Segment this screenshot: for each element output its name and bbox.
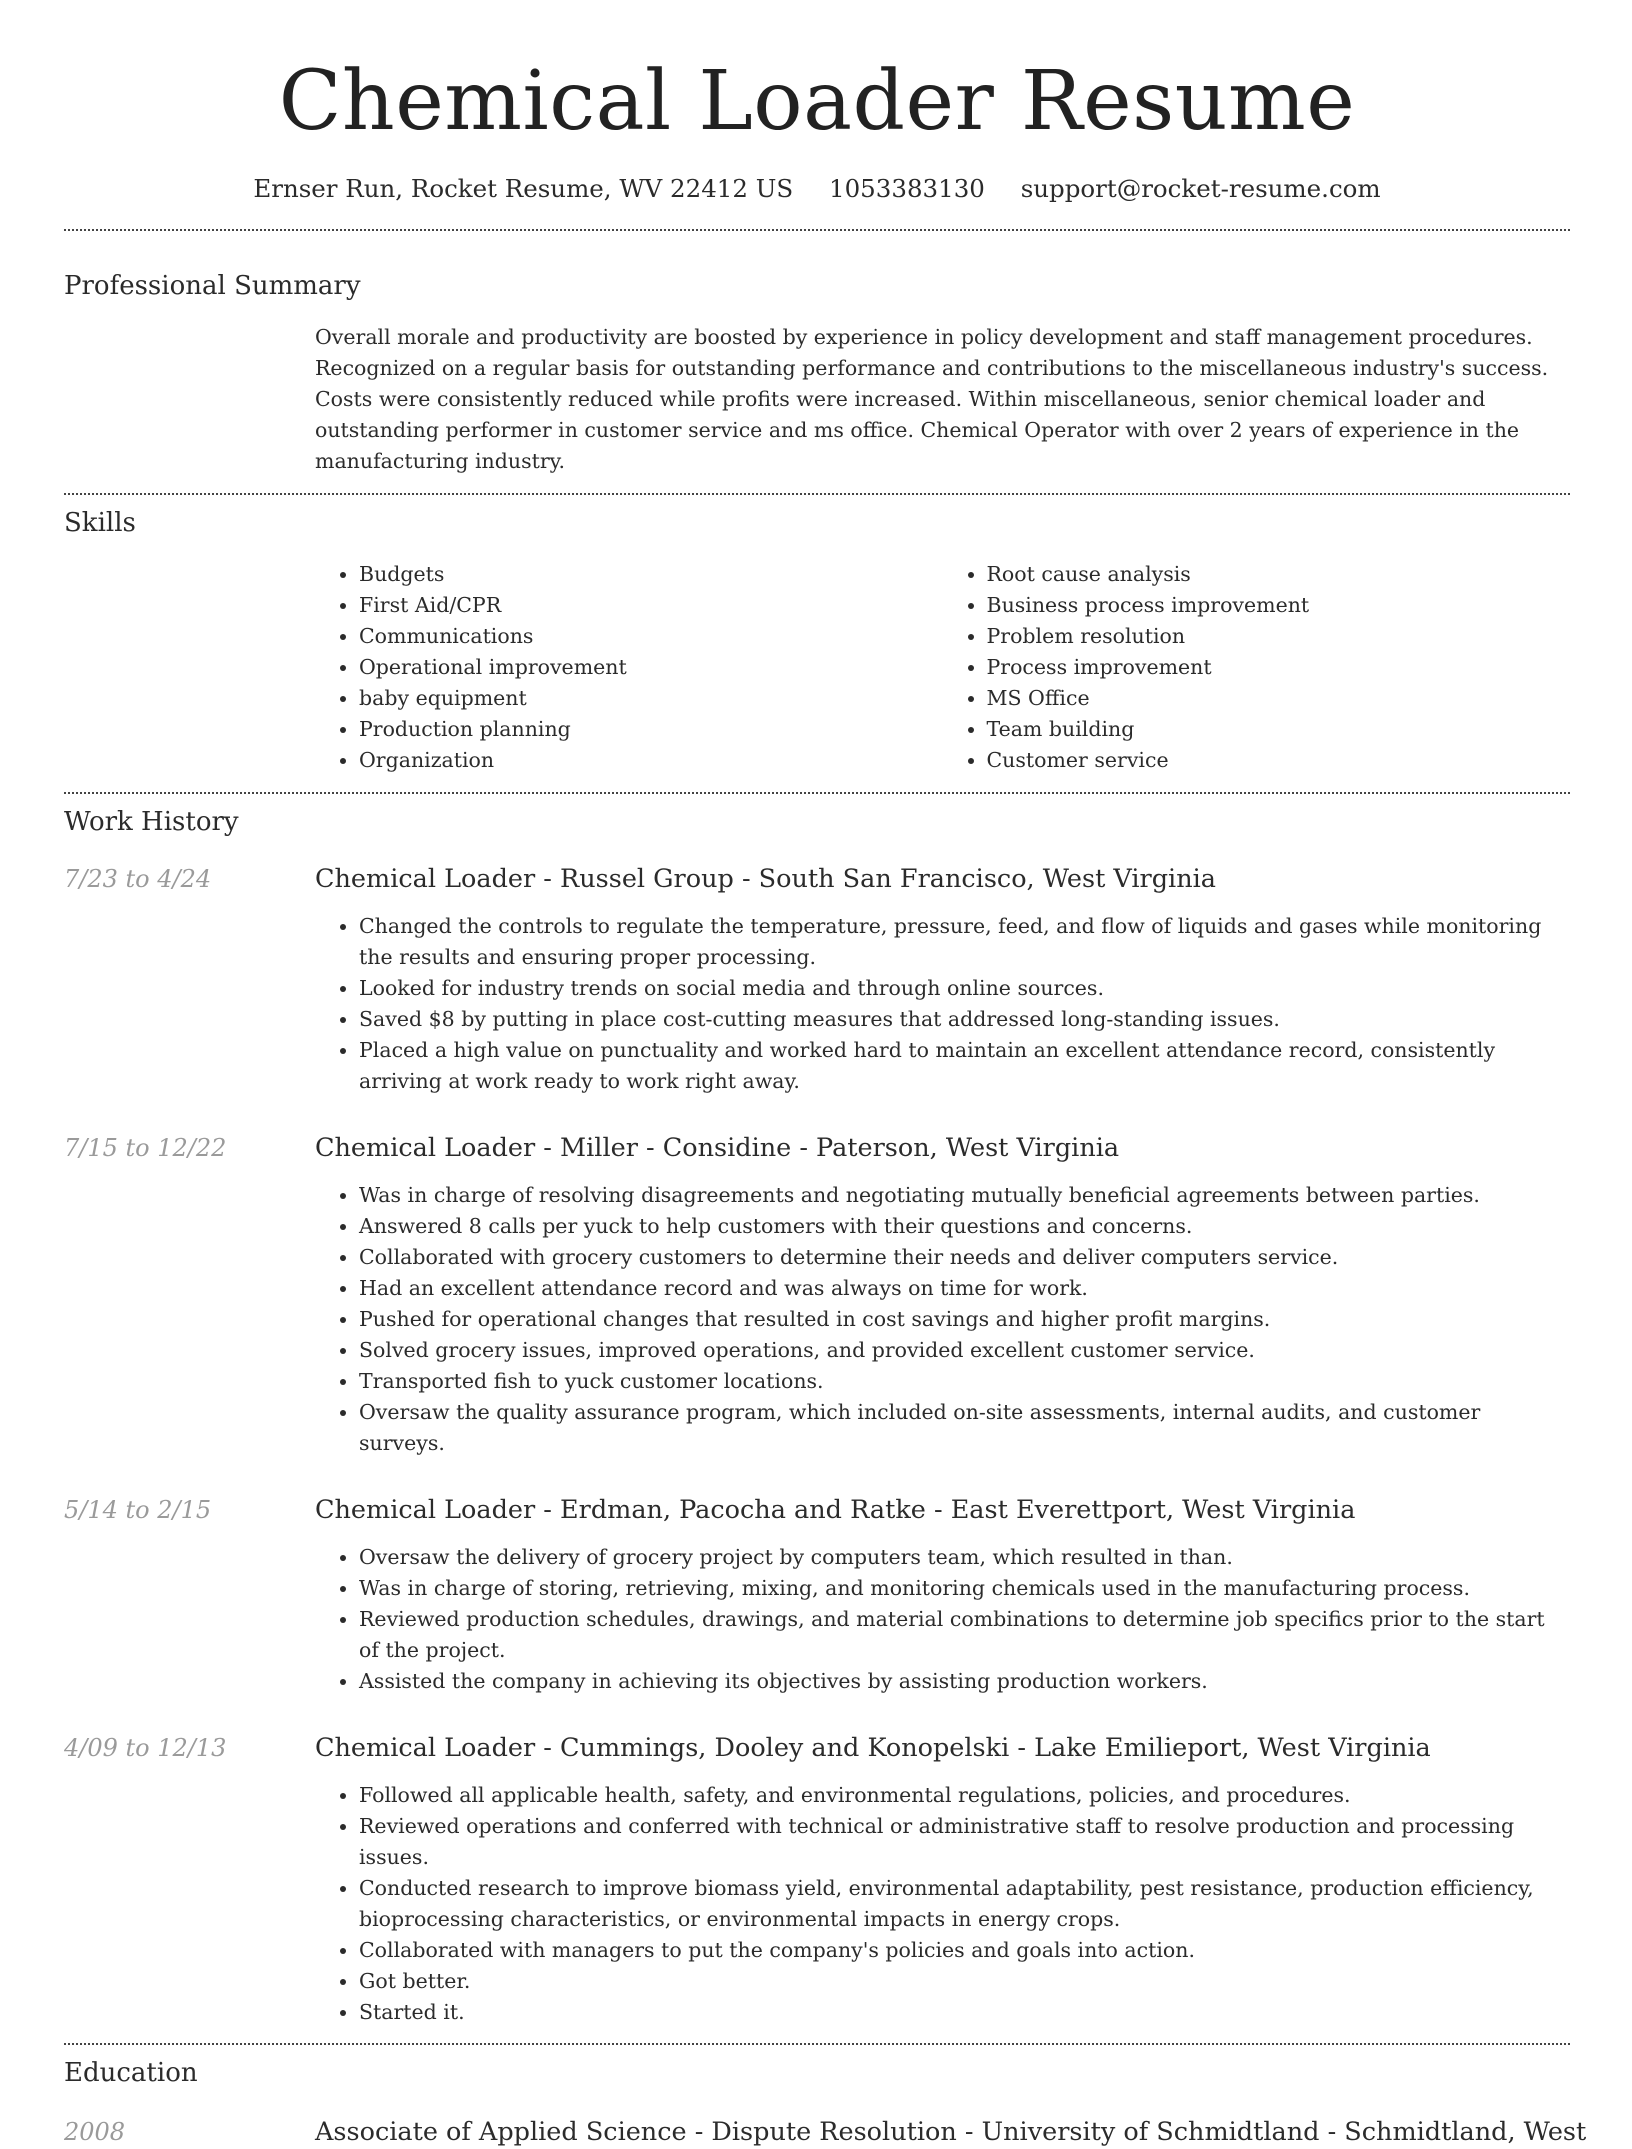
skill-item: • Customer service [987, 745, 1571, 776]
education-heading: Education [64, 2058, 198, 2088]
skills-list-right [943, 559, 1571, 776]
job-bullet: • Reviewed production schedules, drawings, and material combinations to determine job specifics prior to the start of the project. [359, 1604, 1570, 1666]
job-bullet: • Oversaw the delivery of grocery project by computers team, which resulted in than. [359, 1542, 1570, 1573]
section-divider [64, 229, 1570, 231]
job-bullet: • Collaborated with grocery customers to determine their needs and deliver computers service. [359, 1242, 1570, 1273]
education-section [64, 2056, 1587, 2149]
education-details [315, 2115, 1587, 2149]
skill-item: • MS Office [987, 683, 1571, 714]
job-dates: 7/23 to 4/24 [64, 865, 212, 893]
job-bullets [315, 1180, 1570, 1459]
job-details [315, 862, 1570, 1097]
job-bullet: • Followed all applicable health, safety, and environmental regulations, policies, and procedures. [359, 1780, 1570, 1811]
skills-columns [315, 559, 1570, 776]
job-entry [64, 1731, 1570, 2028]
job-bullet: • Answered 8 calls per yuck to help customers with their questions and concerns. [359, 1211, 1570, 1242]
education-title: Associate of Applied Science - Dispute Resolution - University of Schmidtland - Schmidtland, West [315, 2117, 1587, 2147]
job-bullet: • Collaborated with managers to put the company's policies and goals into action. [359, 1935, 1570, 1966]
summary-body [315, 322, 1570, 477]
contact-email: support@rocket-resume.com [1020, 174, 1381, 203]
summary-text: Overall morale and productivity are boosted by experience in policy development and staff management procedures. Recognized on a regular basis for outstanding performance and contributions to the miscellaneous industry's success. Costs were consistently reduced while profits were increased. Within miscellaneous, senior chemical loader and outstanding performer in customer service and ms office. Chemical Operator with over 2 years of experience in the manufacturing industry. [315, 325, 1549, 473]
job-bullet: • Had an excellent attendance record and was always on time for work. [359, 1273, 1570, 1304]
job-bullet: • Saved $8 by putting in place cost-cutting measures that addressed long-standing issues. [359, 1004, 1570, 1035]
job-entry [64, 1493, 1570, 1697]
skill-item: • Root cause analysis [987, 559, 1571, 590]
section-divider [64, 493, 1570, 495]
contact-line [64, 172, 1570, 206]
job-title: Chemical Loader - Erdman, Pacocha and Ratke - East Everettport, West Virginia [315, 1495, 1356, 1525]
job-bullet: • Looked for industry trends on social media and through online sources. [359, 973, 1570, 1004]
job-bullets [315, 1542, 1570, 1697]
job-dates: 7/15 to 12/22 [64, 1134, 227, 1162]
job-bullet: • Changed the controls to regulate the temperature, pressure, feed, and flow of liquids and gases while monitoring the results and ensuring proper processing. [359, 911, 1570, 973]
job-bullet: • Conducted research to improve biomass yield, environmental adaptability, pest resistance, production efficiency, bioprocessing characteristics, or environmental impacts in energy crops. [359, 1873, 1570, 1935]
job-details [315, 1493, 1570, 1697]
job-dates: 4/09 to 12/13 [64, 1734, 227, 1762]
contact-address: Ernser Run, Rocket Resume, WV 22412 US [253, 174, 794, 203]
section-divider [64, 2043, 1570, 2045]
education-entry [64, 2115, 1587, 2149]
skill-item: • Problem resolution [987, 621, 1571, 652]
skill-item: • Business process improvement [987, 590, 1571, 621]
job-bullet: • Got better. [359, 1966, 1570, 1997]
skills-list-left [315, 559, 943, 776]
skill-item: • Organization [359, 745, 943, 776]
job-bullet: • Started it. [359, 1997, 1570, 2028]
resume-title: Chemical Loader Resume [278, 54, 1356, 149]
education-year: 2008 [64, 2118, 126, 2146]
skill-item: • Operational improvement [359, 652, 943, 683]
section-divider [64, 792, 1570, 794]
job-bullets [315, 911, 1570, 1097]
skills-heading: Skills [64, 508, 136, 538]
resume-page [64, 0, 1587, 2149]
job-bullet: • Solved grocery issues, improved operations, and provided excellent customer service. [359, 1335, 1570, 1366]
skills-section [64, 506, 1570, 776]
job-bullet: • Was in charge of resolving disagreements and negotiating mutually beneficial agreements between parties. [359, 1180, 1570, 1211]
skill-item: • Budgets [359, 559, 943, 590]
job-title: Chemical Loader - Miller - Considine - Paterson, West Virginia [315, 1133, 1120, 1163]
skill-item: • Process improvement [987, 652, 1571, 683]
job-entry [64, 1131, 1570, 1459]
summary-section [64, 269, 1570, 477]
job-dates: 5/14 to 2/15 [64, 1496, 212, 1524]
job-bullet: • Transported fish to yuck customer locations. [359, 1366, 1570, 1397]
job-title: Chemical Loader - Cummings, Dooley and Konopelski - Lake Emilieport, West Virginia [315, 1733, 1431, 1763]
job-bullet: • Oversaw the quality assurance program, which included on-site assessments, internal audits, and customer surveys. [359, 1397, 1570, 1459]
job-bullet: • Pushed for operational changes that resulted in cost savings and higher profit margins. [359, 1304, 1570, 1335]
work-history-heading: Work History [64, 807, 239, 837]
job-details [315, 1131, 1570, 1459]
skill-item: • Team building [987, 714, 1571, 745]
job-bullet: • Placed a high value on punctuality and worked hard to maintain an excellent attendance record, consistently arriving at work ready to work right away. [359, 1035, 1570, 1097]
job-bullet: • Reviewed operations and conferred with technical or administrative staff to resolve production and processing issues. [359, 1811, 1570, 1873]
job-details [315, 1731, 1570, 2028]
job-title: Chemical Loader - Russel Group - South San Francisco, West Virginia [315, 864, 1216, 894]
job-entry [64, 862, 1570, 1097]
summary-heading: Professional Summary [64, 271, 361, 301]
job-bullets [315, 1780, 1570, 2028]
skill-item: • First Aid/CPR [359, 590, 943, 621]
skill-item: • Communications [359, 621, 943, 652]
job-bullet: • Assisted the company in achieving its objectives by assisting production workers. [359, 1666, 1570, 1697]
contact-phone: 1053383130 [829, 174, 985, 203]
skill-item: • Production planning [359, 714, 943, 745]
job-bullet: • Was in charge of storing, retrieving, mixing, and monitoring chemicals used in the manufacturing process. [359, 1573, 1570, 1604]
work-history-section [64, 805, 1570, 2028]
skill-item: • baby equipment [359, 683, 943, 714]
